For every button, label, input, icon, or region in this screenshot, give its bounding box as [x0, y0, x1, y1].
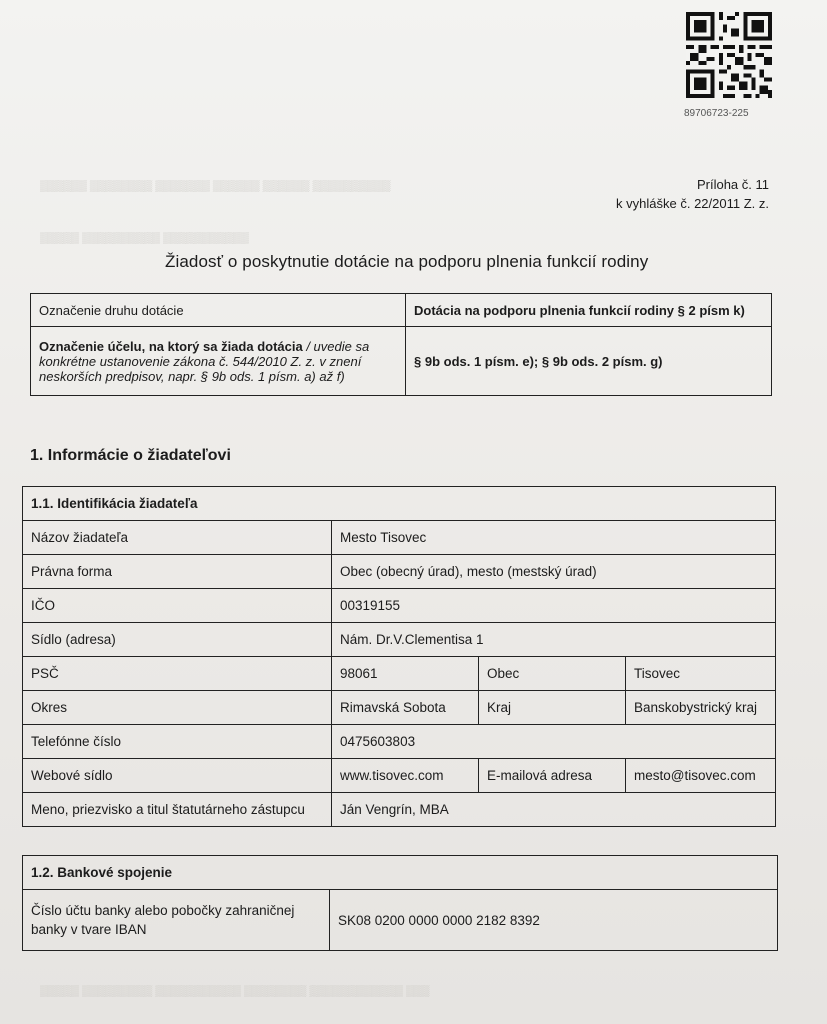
- iban-label: Číslo účtu banky alebo pobočky zahraničnej banky v tvare IBAN: [23, 890, 330, 951]
- region-value: Banskobystrický kraj: [626, 691, 776, 725]
- ico-label: IČO: [23, 589, 332, 623]
- table-row: [23, 759, 776, 793]
- applicant-name-value: Mesto Tisovec: [332, 521, 776, 555]
- subsidy-type-label: Označenie druhu dotácie: [31, 294, 406, 327]
- subsidy-type-row: [31, 294, 772, 327]
- website-label: Webové sídlo: [23, 759, 332, 793]
- identification-header-row: [23, 487, 776, 521]
- show-through-text: ▒▒▒▒▒ ▒▒▒▒▒▒▒▒▒ ▒▒▒▒▒▒▒▒▒▒▒ ▒▒▒▒▒▒▒▒ ▒▒▒▒▒▒▒▒▒▒▒▒ ▒▒▒: [40, 985, 430, 997]
- email-label: E-mailová adresa: [479, 759, 626, 793]
- table-row: [23, 521, 776, 555]
- table-row: [23, 793, 776, 827]
- identification-title: 1.1. Identifikácia žiadateľa: [23, 487, 776, 521]
- bank-connection-table: [22, 855, 778, 951]
- email-value: mesto@tisovec.com: [626, 759, 776, 793]
- table-row: [23, 691, 776, 725]
- table-row: [23, 890, 778, 951]
- seat-value: Nám. Dr.V.Clementisa 1: [332, 623, 776, 657]
- applicant-name-label: Názov žiadateľa: [23, 521, 332, 555]
- qr-code-caption: 89706723-225: [684, 108, 749, 119]
- postcode-label: PSČ: [23, 657, 332, 691]
- district-value: Rimavská Sobota: [332, 691, 479, 725]
- purpose-label-note: / uvedie sa konkrétne ustanovenie zákona č. 544/2010 Z. z. v znení neskorších predpisov, napr. § 9b ods. 1 písm. a) až f): [39, 338, 370, 384]
- applicant-identification-table: [22, 486, 776, 827]
- phone-value: 0475603803: [332, 725, 776, 759]
- annex-reference: [616, 175, 769, 213]
- qr-code-icon: [684, 12, 774, 98]
- district-label: Okres: [23, 691, 332, 725]
- section-heading: 1. Informácie o žiadateľovi: [30, 447, 231, 464]
- subsidy-purpose-value: § 9b ods. 1 písm. e); § 9b ods. 2 písm. g): [406, 327, 772, 396]
- annex-number: Príloha č. 11: [696, 177, 769, 192]
- table-row: [23, 657, 776, 691]
- phone-label: Telefónne číslo: [23, 725, 332, 759]
- municipality-label: Obec: [479, 657, 626, 691]
- show-through-text: ▒▒▒▒▒ ▒▒▒▒▒▒▒▒▒▒ ▒▒▒▒▒▒▒▒▒▒▒: [40, 232, 249, 244]
- bank-title: 1.2. Bankové spojenie: [23, 856, 778, 890]
- representative-value: Ján Vengrín, MBA: [332, 793, 776, 827]
- postcode-value: 98061: [332, 657, 479, 691]
- region-label: Kraj: [479, 691, 626, 725]
- subsidy-table: [30, 293, 772, 396]
- legal-form-label: Právna forma: [23, 555, 332, 589]
- purpose-label-main: Označenie účelu, na ktorý sa žiada dotácia: [39, 338, 303, 354]
- representative-label: Meno, priezvisko a titul štatutárneho zástupcu: [23, 793, 332, 827]
- ico-value: 00319155: [332, 589, 776, 623]
- legal-form-value: Obec (obecný úrad), mesto (mestský úrad): [332, 555, 776, 589]
- website-value: www.tisovec.com: [332, 759, 479, 793]
- table-row: [23, 555, 776, 589]
- annex-regulation: k vyhláške č. 22/2011 Z. z.: [616, 196, 769, 211]
- table-row: [23, 589, 776, 623]
- municipality-value: Tisovec: [626, 657, 776, 691]
- bank-header-row: [23, 856, 778, 890]
- subsidy-purpose-label: [31, 327, 406, 396]
- show-through-text: ▒▒▒▒▒▒ ▒▒▒▒▒▒▒▒ ▒▒▒▒▒▒▒ ▒▒▒▒▒▒ ▒▒▒▒▒▒ ▒▒▒▒▒▒▒▒▒▒: [40, 180, 391, 192]
- seat-label: Sídlo (adresa): [23, 623, 332, 657]
- iban-value: SK08 0200 0000 0000 2182 8392: [330, 890, 778, 951]
- subsidy-type-value: Dotácia na podporu plnenia funkcií rodiny § 2 písm k): [406, 294, 772, 327]
- table-row: [23, 623, 776, 657]
- subsidy-purpose-row: [31, 327, 772, 396]
- table-row: [23, 725, 776, 759]
- document-title: Žiadosť o poskytnutie dotácie na podporu plnenia funkcií rodiny: [165, 252, 649, 271]
